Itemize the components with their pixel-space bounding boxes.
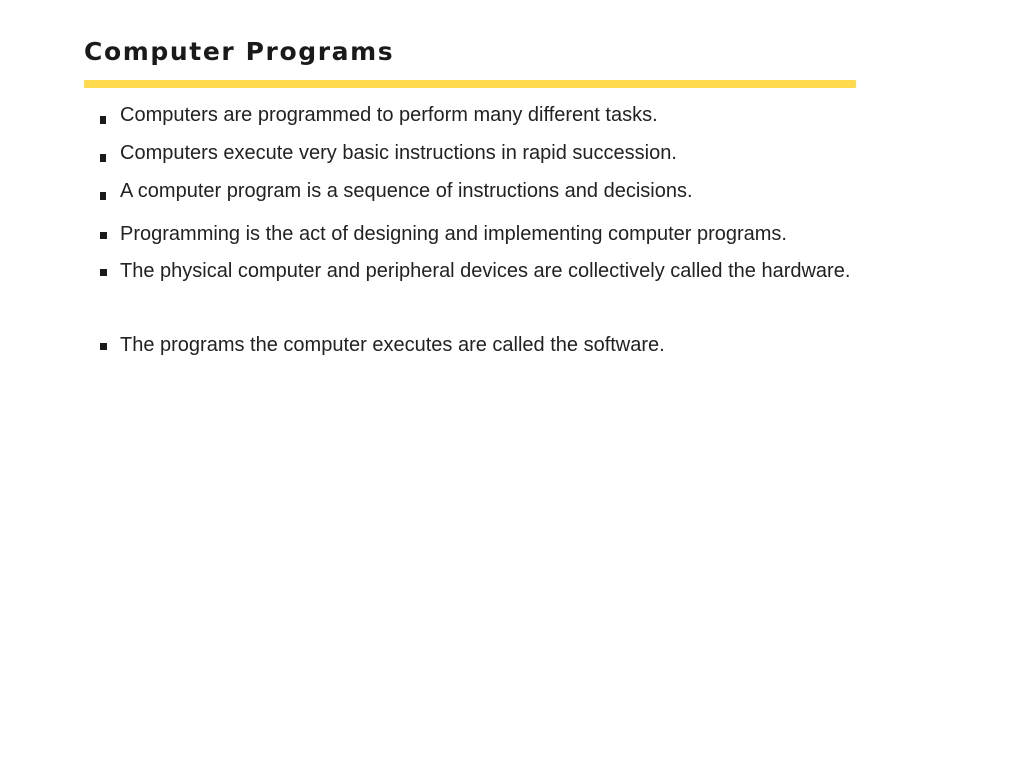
bullet-square-icon	[100, 232, 107, 239]
bullet-square-icon	[100, 116, 106, 124]
bullet-text: Computers are programmed to perform many different tasks.	[120, 104, 658, 126]
bullet-text: Computers execute very basic instructions in rapid succession.	[120, 142, 677, 164]
bullet-text: The physical computer and peripheral devices are collectively called the hardware.	[120, 260, 851, 282]
slide-title: Computer Programs	[84, 37, 395, 66]
bullet-text: Programming is the act of designing and implementing computer programs.	[120, 223, 787, 245]
bullet-text: A computer program is a sequence of instructions and decisions.	[120, 180, 693, 202]
bullet-square-icon	[100, 192, 106, 200]
bullet-text: The programs the computer executes are called the software.	[120, 334, 665, 356]
bullet-square-icon	[100, 343, 107, 350]
bullet-square-icon	[100, 269, 107, 276]
title-underline	[84, 80, 856, 88]
bullet-square-icon	[100, 154, 106, 162]
